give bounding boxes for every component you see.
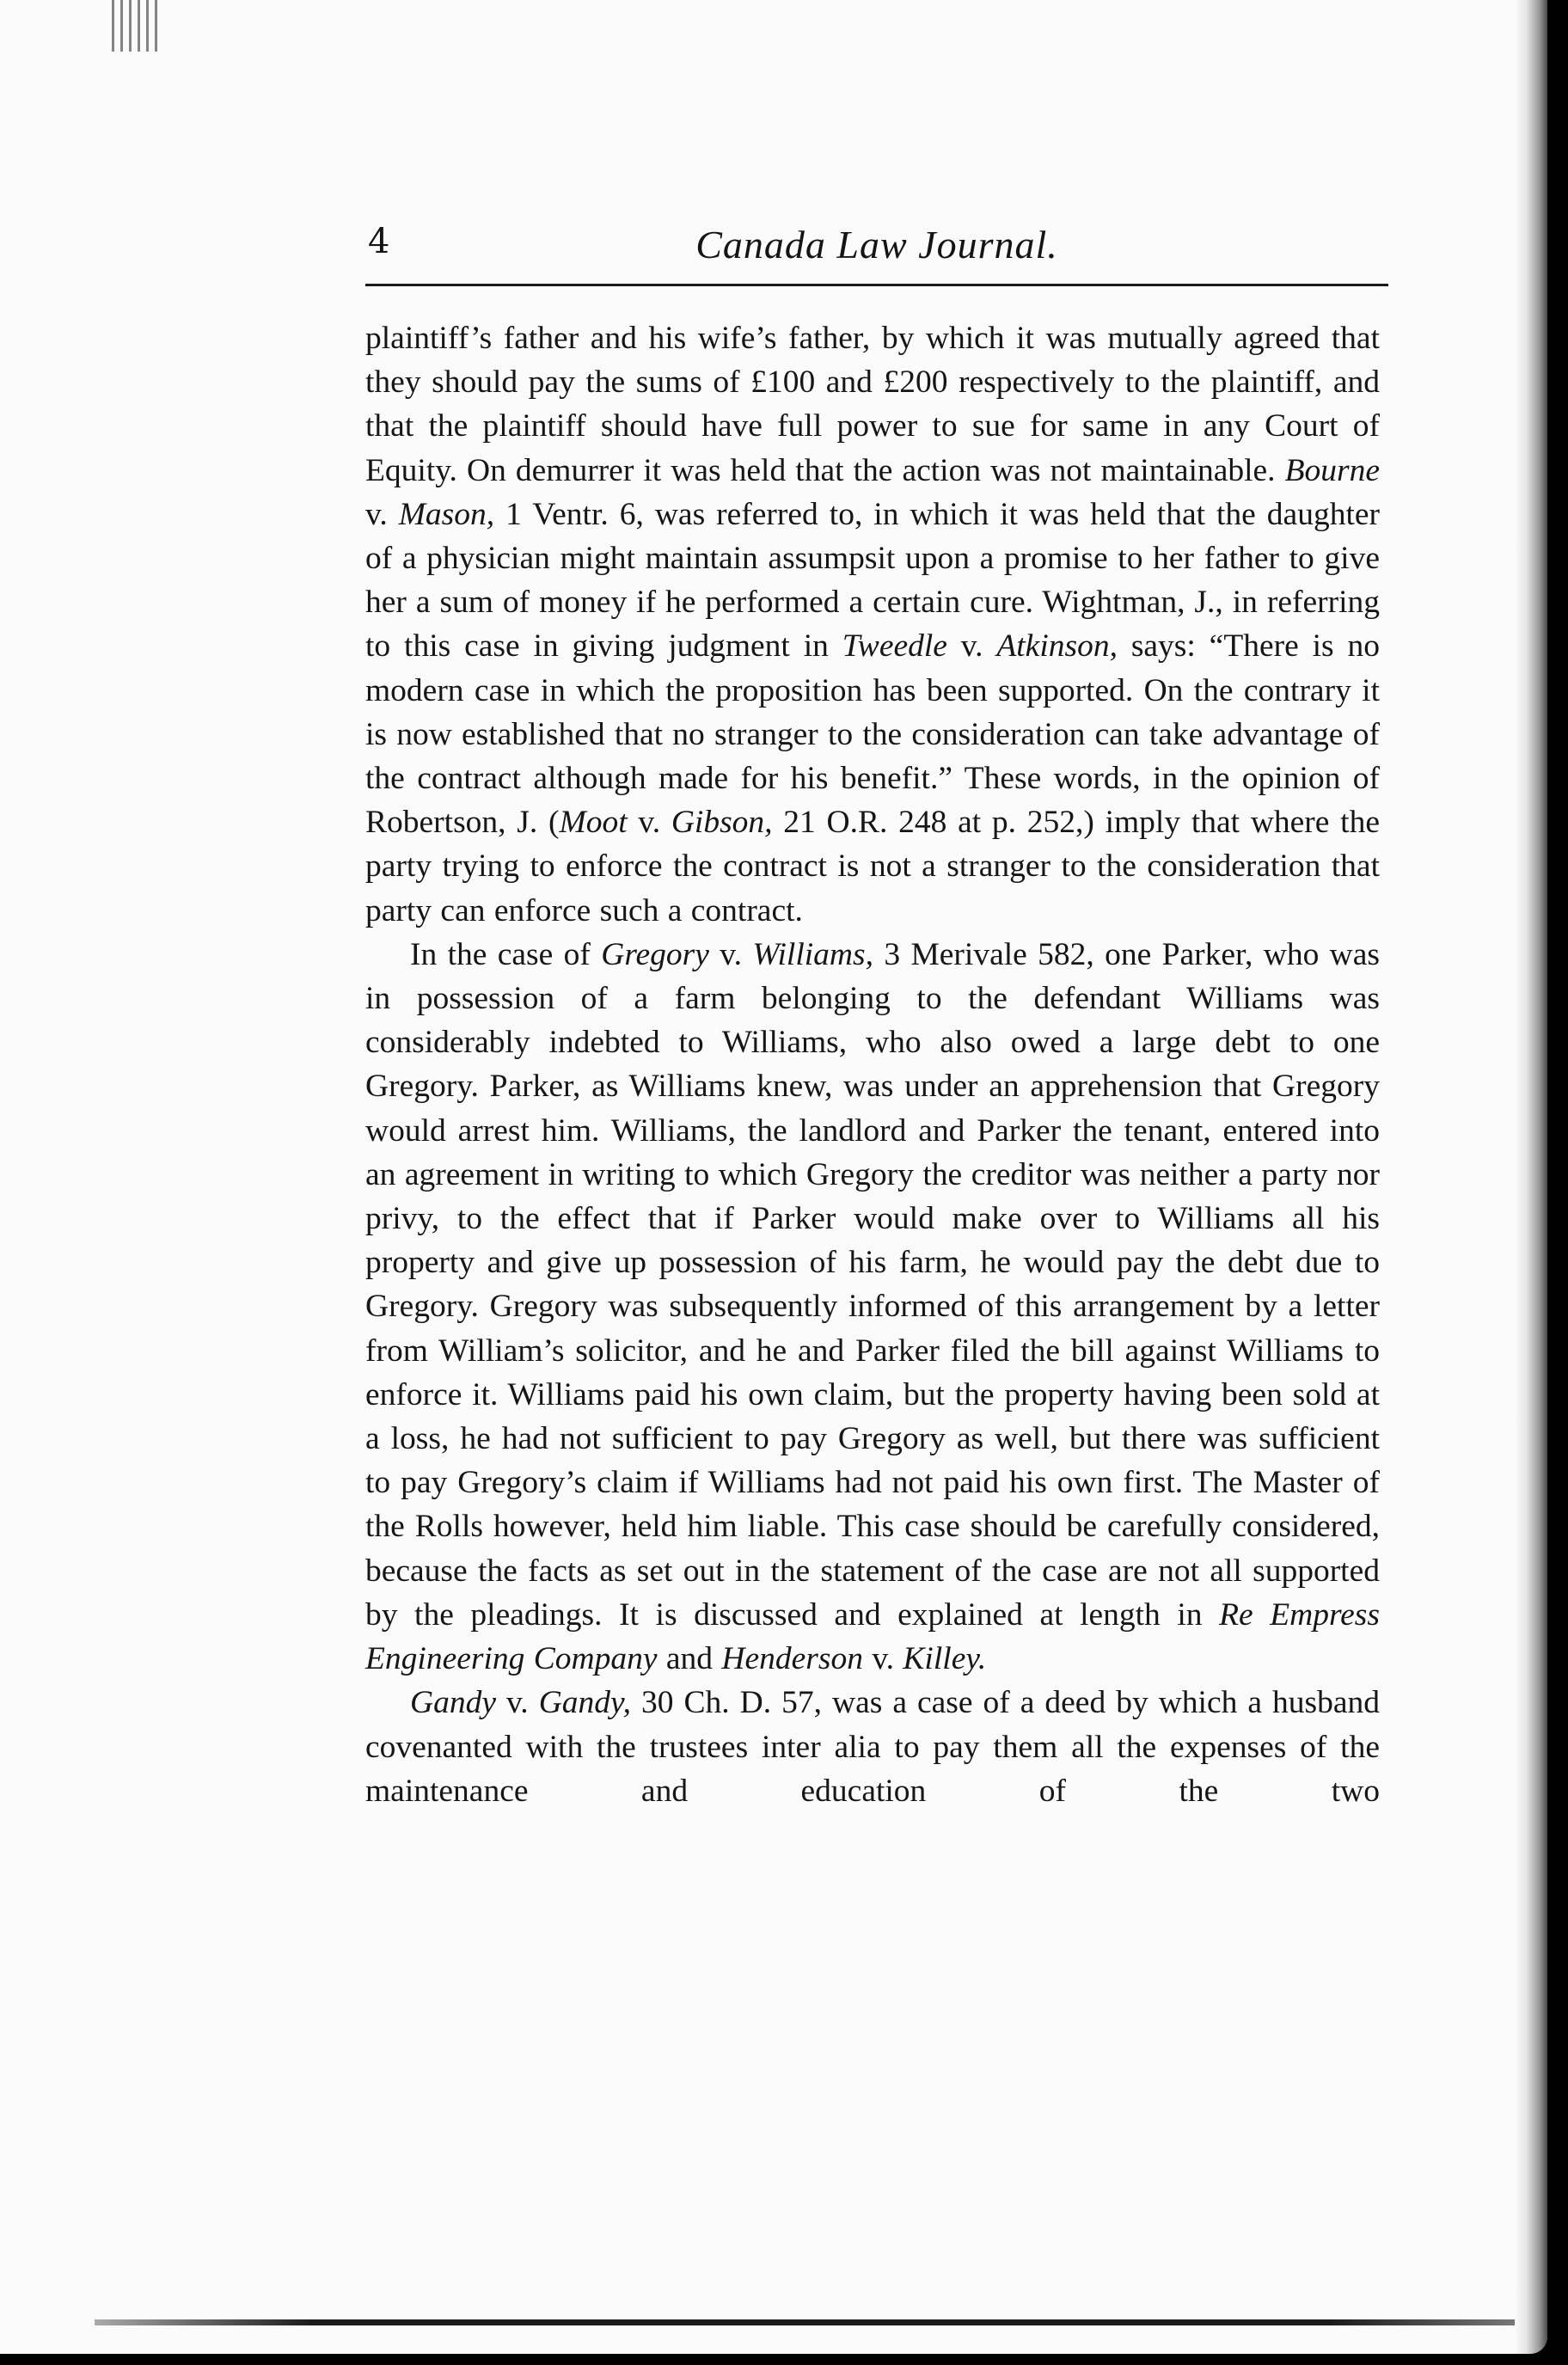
italic-case-name: Mason,	[398, 496, 495, 532]
scan-bottom-edge-line	[95, 2319, 1547, 2325]
text-run: v.	[862, 1641, 903, 1677]
text-run: 30 Ch. D. 57, was a case of a deed by which a husband covenanted with the trustees inter alia to pay them all the expenses of the maintenance and education of the two	[365, 1685, 1381, 1809]
italic-case-name: Moot	[559, 805, 628, 841]
paragraph-1	[365, 316, 1380, 933]
italic-case-name: Gregory	[601, 936, 709, 972]
body-text	[365, 316, 1380, 1813]
text-run: 21 O.R. 248 at p. 252,) imply that where the party trying to enforce the contract is not a stranger to the consideration that party can enforce such a contract.	[365, 805, 1380, 928]
running-title: Canada Law Journal.	[695, 223, 1058, 267]
italic-case-name: Gibson,	[671, 805, 773, 841]
text-run: v.	[365, 496, 399, 532]
page-number: 4	[368, 222, 390, 261]
scan-artifact-marks	[112, 0, 163, 52]
scan-right-edge-shadow	[1515, 0, 1547, 2354]
italic-case-name: Re Empress Engineering Company	[365, 1596, 1380, 1677]
italic-case-name: Killey.	[903, 1641, 987, 1677]
text-run: 3 Merivale 582, one Parker, who was in possession of a farm belonging to the defendant Williams was considerably indebted to Williams, who also owed a large debt to one Gregory. Parker, as Williams knew, was under an apprehension that Gregory would arrest him. Williams, the landlord and Parker the tenant, entered into an agreement in writing to which Gregory the creditor was neither a party nor privy, to the effect that if Parker would make over to Williams all his property and give up possession of his farm, he would pay the debt due to Gregory. Gregory was subsequently informed of this arrangement by a letter from William’s solicitor, and he and Parker filed the bill against Williams to enforce it. Williams paid his own claim, but the property having been sold at a loss, he had not sufficient to pay Gregory as well, but there was sufficient to pay Gregory’s claim if Williams had not paid his own first. The Master of the Rolls however, held him liable. This case should be carefully considered, because the facts as set out in the statement of the case are not all supported by the pleadings. It is discussed and explained at length in	[365, 936, 1380, 1633]
text-run: In the case of	[410, 936, 602, 972]
text-run: v.	[946, 628, 997, 665]
italic-case-name: Atkinson,	[996, 628, 1118, 665]
italic-case-name: Gandy	[410, 1685, 496, 1721]
text-run: v.	[627, 805, 671, 841]
italic-case-name: Gandy,	[538, 1685, 631, 1721]
italic-case-name: Tweedle	[842, 628, 947, 665]
italic-case-name: Williams,	[752, 936, 873, 972]
italic-case-name: Henderson	[721, 1641, 863, 1677]
paragraph-2	[365, 933, 1380, 1681]
text-run: plaintiff’s father and his wife’s father, by which it was mutually agreed that they should pay the sums of £100 and £200 respectively to the plaintiff, and that the plaintiff should have full power to sue for same in any Court of Equity. On demurrer it was held that the action was not maintainable.	[365, 321, 1380, 488]
paragraph-3	[365, 1681, 1380, 1813]
italic-case-name: Bourne	[1284, 452, 1380, 488]
text-run: 1 Ventr. 6, was referred to, in which it was held that the daughter of a physician might maintain assumpsit upon a promise to her father to give her a sum of money if he performed a certain cure. Wightman, J., in referring to this case in giving judgment in	[365, 496, 1380, 665]
text-run: v.	[495, 1685, 539, 1721]
text-run: says: “There is no modern case in which the proposition has been supported. On the contrary it is now established that no stranger to the consideration can take advantage of the contract although made for his benefit.” These words, in the opinion of Robertson, J. (	[365, 628, 1380, 841]
text-run: and	[657, 1641, 722, 1677]
page-header	[365, 222, 1388, 286]
text-run: v.	[708, 936, 753, 972]
